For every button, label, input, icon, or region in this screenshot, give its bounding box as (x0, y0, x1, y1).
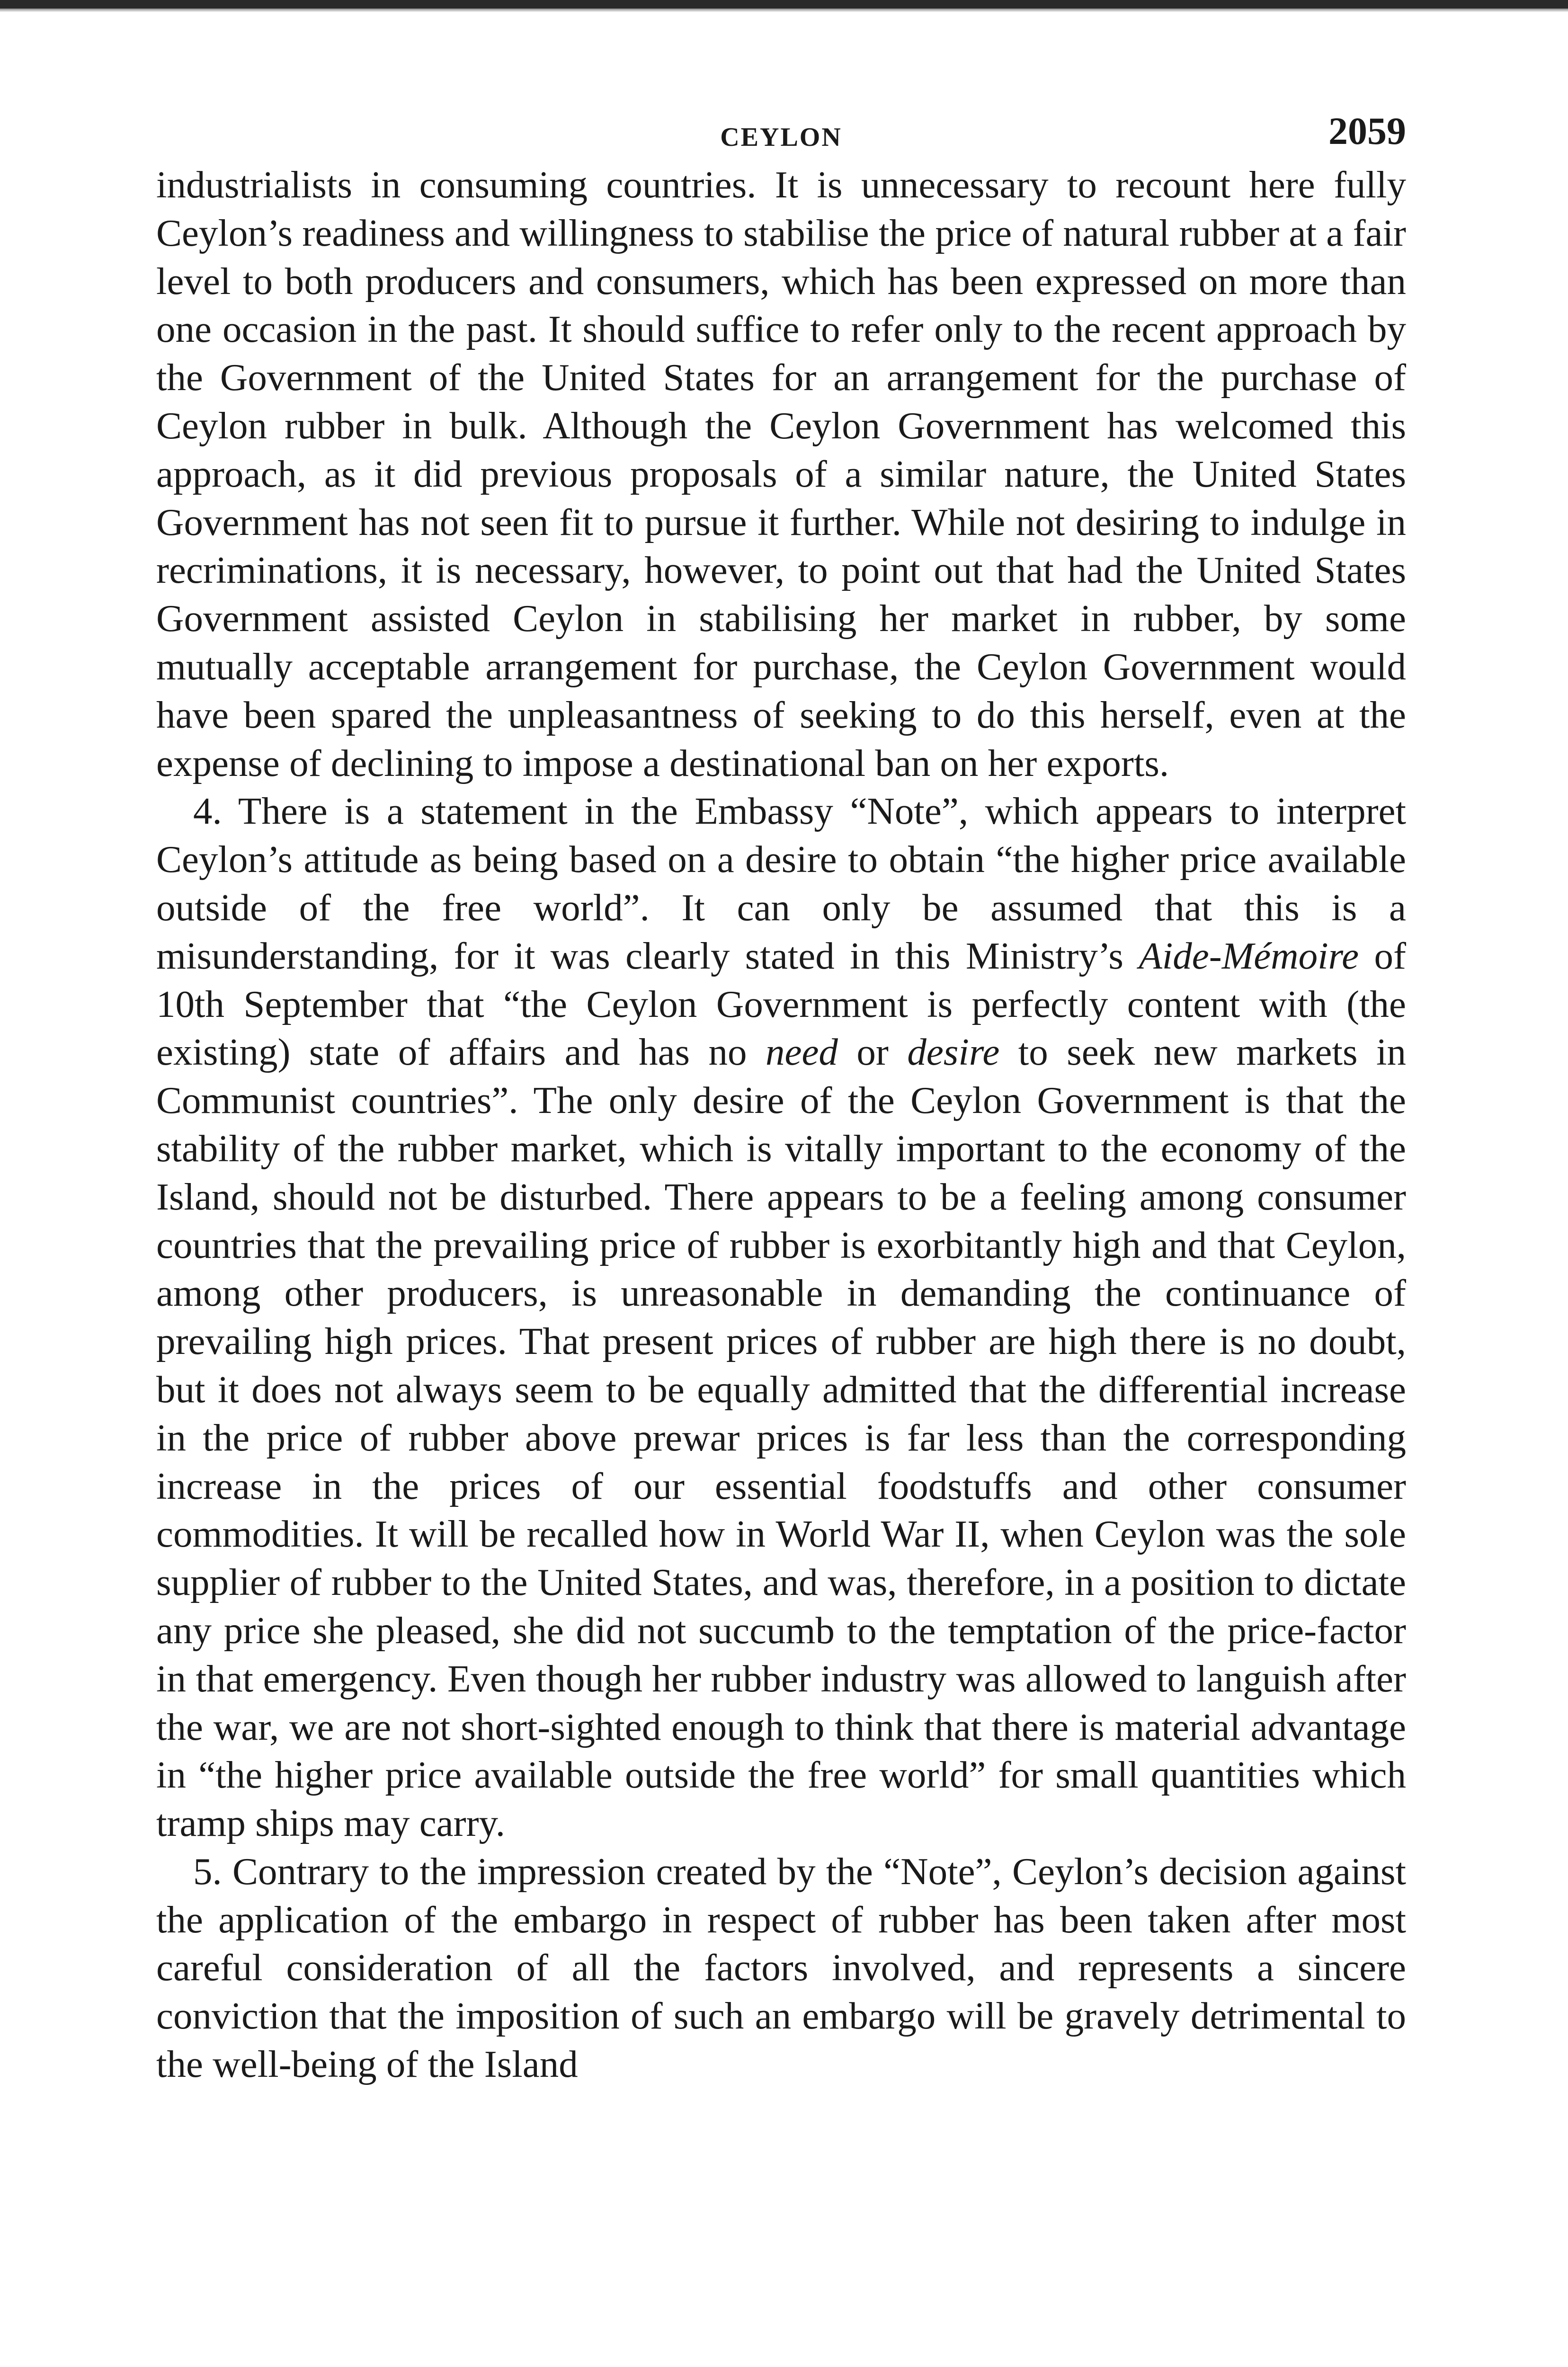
paragraph-4 (156, 787, 1406, 1848)
italic-run: desire (907, 1031, 1000, 1074)
body-text (156, 161, 1406, 2089)
text-run: or (837, 1031, 908, 1074)
page-top-edge (0, 0, 1568, 9)
paragraph-5 (156, 1848, 1406, 2089)
text-run: industrialists in consuming countries. It is unnecessary to recount here fully Ceylon’s readiness and willingness to stabilise the price of natural rubber at a fair level to both producers and consumers, which has been expressed on more than one occasion in the past. It should suffice to refer only to the recent approach by the Government of the United States for an arrangement for the purchase of Ceylon rubber in bulk. Although the Ceylon Government has welcomed this approach, as it did previous proposals of a similar nature, the United States Government has not seen fit to pursue it further. While not desiring to indulge in recriminations, it is necessary, however, to point out that had the United States Government assisted Ceylon in stabilising her market in rubber, by some mutually acceptable arrangement for purchase, the Ceylon Government would have been spared the unpleasantness of seeking to do this herself, even at the expense of declining to impose a destinational ban on her exports. (156, 163, 1406, 784)
text-run: of 10th September that “the Ceylon Government is perfectly content with (the existing) state of affairs and has no (156, 934, 1406, 1074)
italic-run: Aide-Mémoire (1139, 934, 1359, 977)
text-run: 4. There is a statement in the Embassy “Note”, which appears to interpret Ceylon’s attitude as being based on a desire to obtain “the higher price available outside of the free world”. It can only be assumed that this is a misunderstanding, for it was clearly stated in this Ministry’s (156, 790, 1406, 977)
text-run: to seek new markets in Communist countries”. The only desire of the Ceylon Government is that the stability of the rubber market, which is vitally important to the economy of the Island, should not be disturbed. There appears to be a feeling among consumer countries that the prevailing price of rubber is exorbitantly high and that Ceylon, among other producers, is unreasonable in demanding the continuance of prevailing high prices. That present prices of rubber are high there is no doubt, but it does not always seem to be equally admitted that the differential increase in the price of rubber above prewar prices is far less than the corresponding increase in the prices of our essential foodstuffs and other consumer commodities. It will be recalled how in World War II, when Ceylon was the sole supplier of rubber to the United States, and was, therefore, in a position to dictate any price she pleased, she did not succumb to the temptation of the price-factor in that emergency. Even though her rubber industry was allowed to languish after the war, we are not short-sighted enough to think that there is material advantage in “the higher price available outside the free world” for small quantities which tramp ships may carry. (156, 1031, 1406, 1845)
italic-run: need (766, 1031, 838, 1074)
page-number: 2059 (1328, 109, 1406, 152)
document-page (156, 109, 1406, 2089)
running-head (156, 109, 1406, 161)
running-title: CEYLON (720, 123, 842, 152)
text-run: 5. Contrary to the impression created by the “Note”, Ceylon’s decision against the application of the embargo in respect of rubber has been taken after most careful consideration of all the factors involved, and represents a sincere conviction that the imposition of such an embargo will be gravely detrimental to the well-being of the Island (156, 1850, 1406, 2086)
page-top-edge-shadow (0, 9, 1568, 12)
paragraph-continuation (156, 161, 1406, 787)
